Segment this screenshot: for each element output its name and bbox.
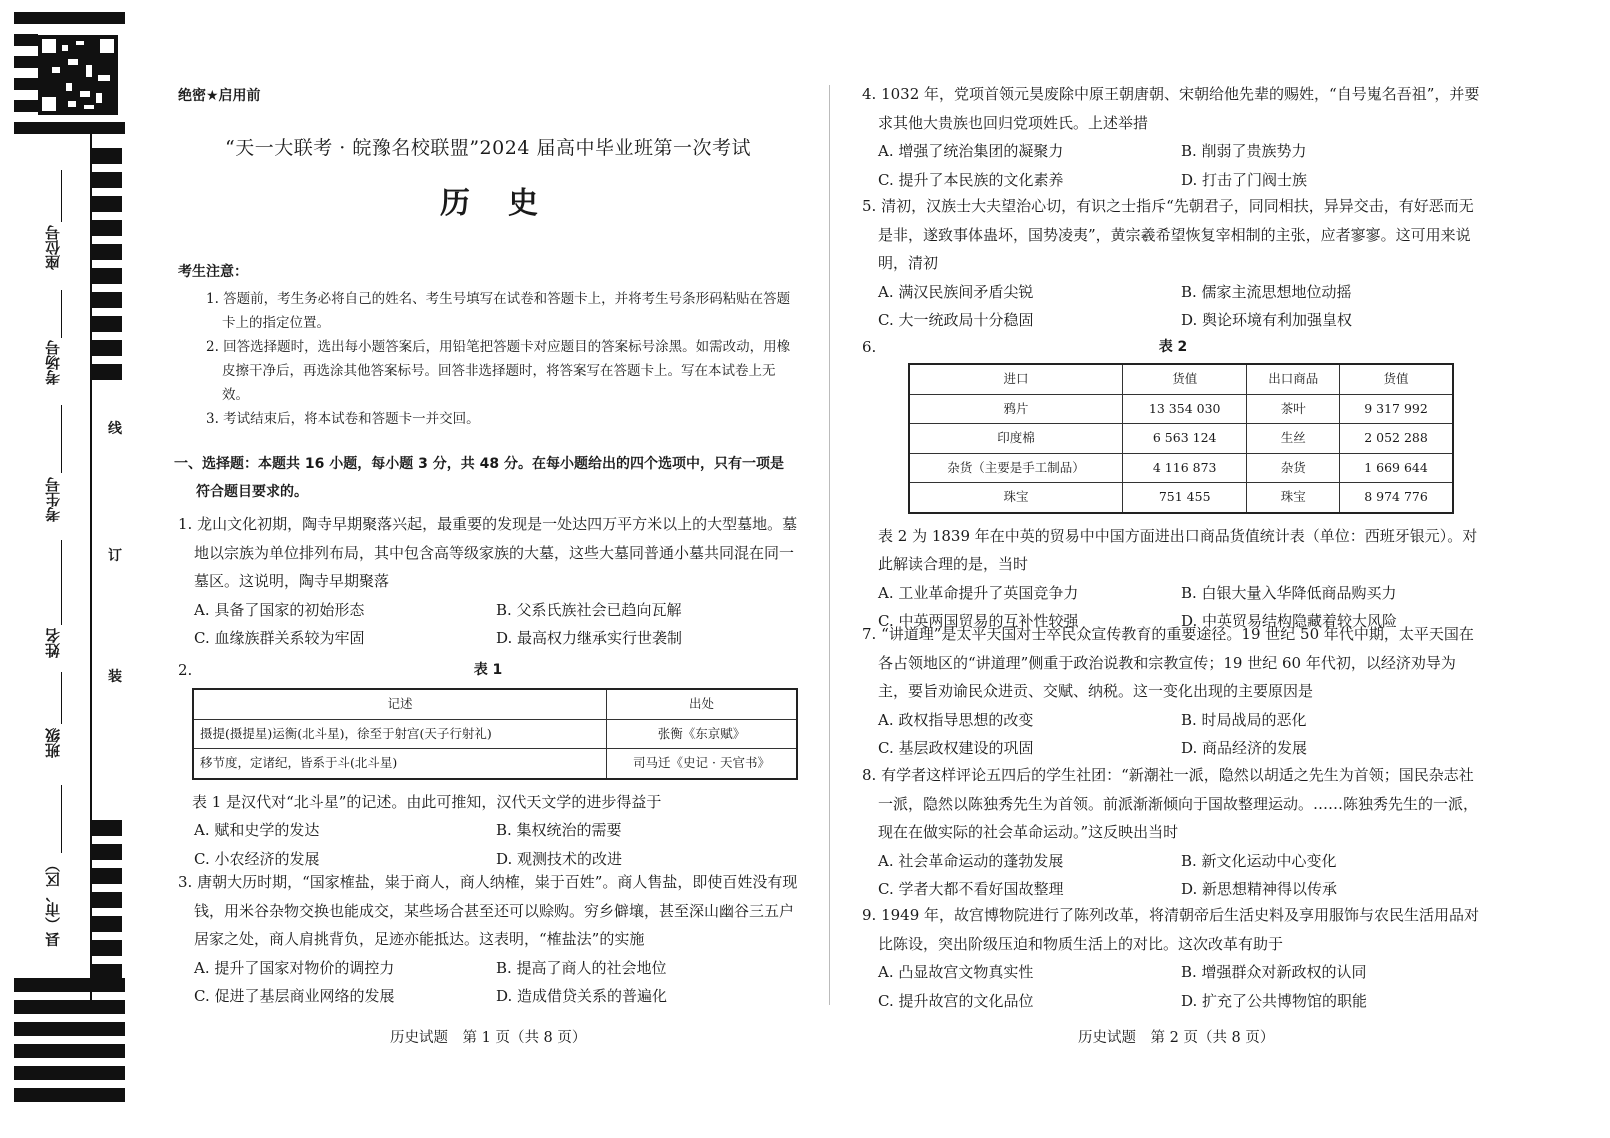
table-cell: 鸦片 xyxy=(909,394,1123,424)
table-header-row xyxy=(909,364,1453,394)
notice-item: 2. 回答选择题时，选出每小题答案后，用铅笔把答题卡对应题目的答案标号涂黑。如需改动，用橡皮擦干净后，再选涂其他答案标号。回答非选择题时，将答案写在答题卡上。写在本试卷上无效。 xyxy=(206,338,791,403)
seat-number-label: 座位号 xyxy=(44,225,62,270)
qr-code-icon xyxy=(38,35,118,115)
option-d: D. 舆论环境有利加强皇权 xyxy=(1181,311,1353,329)
table-caption: 表 2 xyxy=(1158,339,1188,355)
option-d: D. 最高权力继承实行世袭制 xyxy=(496,629,683,647)
page-2-footer: 历史试题 第 2 页（共 8 页） xyxy=(1078,1030,1275,1046)
table-row xyxy=(909,424,1453,454)
table-cell: 杂货 xyxy=(1247,453,1340,483)
question-8 xyxy=(862,761,1484,904)
question-1 xyxy=(178,510,798,653)
option-b: B. 儒家主流思想地位动摇 xyxy=(1181,282,1352,301)
table-cell: 1 669 644 xyxy=(1340,453,1453,483)
subject-title: 历史 xyxy=(440,186,576,221)
question-3 xyxy=(178,868,798,1011)
option-a: A. 工业革命提升了英国竞争力 xyxy=(878,583,1079,602)
table-cell: 张衡《东京赋》 xyxy=(607,719,798,749)
option-a: A. 提升了国家对物价的调控力 xyxy=(194,958,395,977)
table-header-row xyxy=(193,689,797,719)
question-number: 6. xyxy=(862,338,877,356)
table-cell: 751 455 xyxy=(1123,483,1247,513)
table-row xyxy=(909,394,1453,424)
option-d: D. 商品经济的发展 xyxy=(1181,739,1308,757)
question-7 xyxy=(862,620,1484,763)
table-cell: 印度棉 xyxy=(909,424,1123,454)
table-cell: 2 052 288 xyxy=(1340,424,1453,454)
table-row xyxy=(193,749,797,779)
page-1-footer: 历史试题 第 1 页（共 8 页） xyxy=(390,1030,587,1046)
cut-mark-staple: 装 xyxy=(108,669,122,685)
option-a: A. 满汉民族间矛盾尖锐 xyxy=(878,282,1034,301)
option-c: C. 提升故宫的文化品位 xyxy=(878,991,1034,1010)
question-stem: 9. 1949 年，故宫博物院进行了陈列改革，将清朝帝后生活史料及享用服饰与农民生活用品对比陈设，突出阶级压迫和物质生活上的对比。这次改革有助于 xyxy=(862,906,1480,953)
question-stem: 3. 唐朝大历时期，“国家榷盐，粜于商人，商人纳榷，粜于百姓”。商人售盐，即使百姓没有现钱，用米谷杂物交换也能成交，某些场合甚至还可以赊购。穷乡僻壤，甚至深山幽谷三五户居家之处，商人肩挑背负，足迹亦能抵达。这表明，“榷盐法”的实施 xyxy=(178,873,798,948)
option-b: B. 时局战局的恶化 xyxy=(1181,710,1307,729)
exam-title: “天一大联考 · 皖豫名校联盟”2024 届高中毕业班第一次考试 xyxy=(225,137,751,159)
option-c: C. 小农经济的发展 xyxy=(194,849,320,868)
question-stem: 表 1 是汉代对“北斗星”的记述。由此可推知，汉代天文学的进步得益于 xyxy=(192,792,662,811)
table-cell: 摄提(摄提星)运衡(北斗星)，徐至于射宫(天子行射礼) xyxy=(193,719,607,749)
table-header: 记述 xyxy=(193,689,607,719)
county-label: 县（市、区） xyxy=(44,857,62,947)
table-row xyxy=(909,483,1453,513)
question-9 xyxy=(862,901,1484,1015)
option-c: C. 基层政权建设的巩固 xyxy=(878,739,1034,757)
question-stem: 8. 有学者这样评论五四后的学生社团：“新潮社一派，隐然以胡适之先生为首领；国民杂志社一派，隐然以陈独秀先生为首领。前派渐渐倾向于国故整理运动。……陈独秀先生的一派，现在在做实际的社会革命运动。”这反映出当时 xyxy=(862,766,1479,841)
option-c: C. 中英两国贸易的互补性较强 xyxy=(878,612,1079,630)
option-c: C. 大一统政局十分稳固 xyxy=(878,311,1034,329)
option-b: B. 提高了商人的社会地位 xyxy=(496,958,667,977)
option-b: B. 白银大量入华降低商品购买力 xyxy=(1181,583,1397,602)
table-header: 出处 xyxy=(607,689,798,719)
cut-mark-line: 线 xyxy=(108,421,122,437)
question-5 xyxy=(862,192,1484,335)
table-row xyxy=(193,719,797,749)
option-b: B. 集权统治的需要 xyxy=(496,821,622,839)
table-header: 进口 xyxy=(909,364,1123,394)
option-c: C. 提升了本民族的文化素养 xyxy=(878,170,1064,189)
option-a: A. 增强了统治集团的凝聚力 xyxy=(878,142,1064,160)
table-cell: 司马迁《史记 · 天官书》 xyxy=(607,749,798,779)
question-stem: 5. 清初，汉族士大夫望治心切，有识之士指斥“先朝君子，同同相扶，异异交击，有好恶而无是非，遂致事体蛊坏，国势凌夷”，黄宗羲希望恢复宰相制的主张，应者寥寥。这可用来说明，清初 xyxy=(862,197,1474,272)
confidential-mark: 绝密★启用前 xyxy=(178,88,261,104)
option-a: A. 社会革命运动的蓬勃发展 xyxy=(878,851,1064,870)
cut-mark-bind: 订 xyxy=(108,548,122,564)
class-label: 班级 xyxy=(44,728,62,758)
option-d: D. 中英贸易结构隐藏着较大风险 xyxy=(1181,612,1398,630)
section-heading xyxy=(174,450,798,506)
question-6 xyxy=(862,333,1484,636)
notice-heading: 考生注意： xyxy=(178,264,248,280)
table-cell: 茶叶 xyxy=(1247,394,1340,424)
table-caption: 表 1 xyxy=(473,662,503,678)
option-c: C. 促进了基层商业网络的发展 xyxy=(194,987,395,1005)
notice-list xyxy=(178,287,798,431)
option-b: B. 削弱了贵族势力 xyxy=(1181,142,1307,160)
candidate-number-label: 考生号 xyxy=(44,477,62,522)
table-row xyxy=(909,453,1453,483)
question-stem: 4. 1032 年，党项首领元昊废除中原王朝唐朝、宋朝给他先辈的赐姓，“自号嵬名吾祖”，并要求其他大贵族也回归党项姓氏。上述举措 xyxy=(862,85,1480,132)
option-c: C. 血缘族群关系较为牢固 xyxy=(194,629,365,647)
table-cell: 6 563 124 xyxy=(1123,424,1247,454)
column-divider xyxy=(829,85,830,1005)
table-header: 出口商品 xyxy=(1247,364,1340,394)
option-b: B. 新文化运动中心变化 xyxy=(1181,851,1337,870)
option-a: A. 政权指导思想的改变 xyxy=(878,710,1034,729)
option-c: C. 学者大都不看好国故整理 xyxy=(878,880,1064,898)
table-1 xyxy=(192,688,798,780)
option-d: D. 造成借贷关系的普遍化 xyxy=(496,987,668,1005)
option-a: A. 具备了国家的初始形态 xyxy=(194,600,365,619)
notice-block xyxy=(178,258,798,431)
notice-item: 1. 答题前，考生务必将自己的姓名、考生号填写在试卷和答题卡上，并将考生号条形码粘贴在答题卡上的指定位置。 xyxy=(206,290,791,331)
option-b: B. 增强群众对新政权的认同 xyxy=(1181,963,1367,981)
table-cell: 移节度，定诸纪，皆系于斗(北斗星) xyxy=(193,749,607,779)
name-label: 姓名 xyxy=(44,628,62,658)
option-b: B. 父系氏族社会已趋向瓦解 xyxy=(496,600,682,619)
question-4 xyxy=(862,80,1484,194)
question-stem: 1. 龙山文化初期，陶寺早期聚落兴起，最重要的发现是一处达四万平方米以上的大型墓地。墓地以宗族为单位排列布局，其中包含高等级家族的大墓，这些大墓同普通小墓共同混在同一墓区。这说明，陶寺早期聚落 xyxy=(178,515,798,590)
option-d: D. 打击了门阀士族 xyxy=(1181,170,1308,189)
option-a: A. 赋和史学的发达 xyxy=(194,821,320,839)
option-d: D. 扩充了公共博物馆的职能 xyxy=(1181,991,1368,1010)
table-cell: 8 974 776 xyxy=(1340,483,1453,513)
table-2 xyxy=(908,363,1454,514)
question-stem: 表 2 为 1839 年在中英的贸易中中国方面进出口商品货值统计表（单位：西班牙银元）。对此解读合理的是，当时 xyxy=(878,526,1478,573)
question-number: 2. xyxy=(178,661,193,679)
table-cell: 杂货（主要是手工制品） xyxy=(909,453,1123,483)
table-cell: 珠宝 xyxy=(909,483,1123,513)
section-heading-cont: 符合题目要求的。 xyxy=(196,484,308,500)
table-cell: 生丝 xyxy=(1247,424,1340,454)
question-stem: 7. “讲道理”是太平天国对士卒民众宣传教育的重要途径。19 世纪 50 年代中期，太平天国在各占领地区的“讲道理”侧重于政治说教和宗教宣传；19 世纪 60 年代初，以经济劝导为主，要旨劝谕民众进贡、交赋、纳税。这一变化出现的主要原因是 xyxy=(862,625,1474,700)
table-header: 货值 xyxy=(1123,364,1247,394)
option-a: A. 凸显故宫文物真实性 xyxy=(878,963,1034,981)
option-d: D. 新思想精神得以传承 xyxy=(1181,880,1338,898)
table-cell: 9 317 992 xyxy=(1340,394,1453,424)
question-2 xyxy=(178,656,798,873)
option-d: D. 观测技术的改进 xyxy=(496,849,623,868)
table-cell: 13 354 030 xyxy=(1123,394,1247,424)
section-heading-text: 一、选择题：本题共 16 小题，每小题 3 分，共 48 分。在每小题给出的四个选项中，只有一项是 xyxy=(174,456,784,472)
table-cell: 4 116 873 xyxy=(1123,453,1247,483)
table-header: 货值 xyxy=(1340,364,1453,394)
notice-item: 3. 考试结束后，将本试卷和答题卡一并交回。 xyxy=(206,410,480,427)
table-cell: 珠宝 xyxy=(1247,483,1340,513)
exam-room-label: 考场号 xyxy=(44,340,62,385)
